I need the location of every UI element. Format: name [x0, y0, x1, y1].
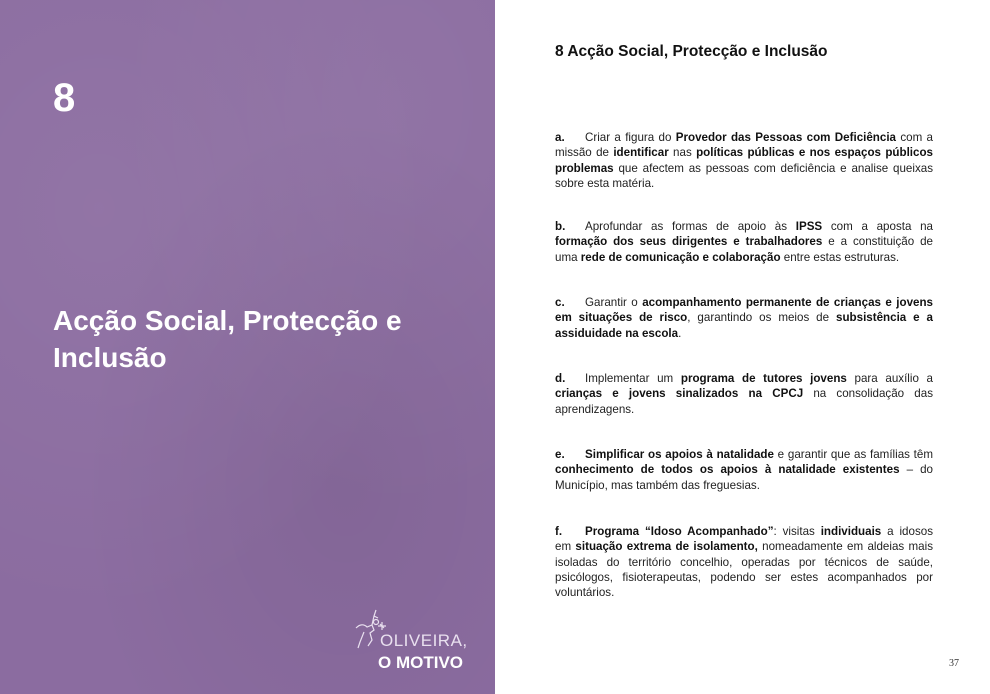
list-item-a [555, 130, 933, 191]
item-label: c. [555, 296, 565, 309]
item-text: . [678, 326, 682, 340]
item-text: nas [668, 146, 697, 160]
content-page [495, 0, 990, 694]
item-label: f. [555, 525, 563, 538]
item-text-bold: Programa “Idoso Acompanhado” [585, 525, 774, 538]
item-text-bold: formação dos seus dirigentes e trabalhadores [555, 235, 823, 249]
logo-line1: OLIVEIRA, [380, 631, 468, 650]
item-text: Garantir o [585, 296, 643, 309]
item-text-bold: Simplificar os apoios à natalidade [585, 448, 774, 461]
item-text-bold: IPSS [795, 220, 823, 233]
item-text-bold: programa de tutores jovens [680, 372, 847, 385]
item-text: com a aposta na [822, 220, 933, 233]
item-text: : visitas [773, 525, 821, 538]
item-text: para auxílio a [846, 372, 933, 385]
list-item-f [555, 524, 933, 600]
item-label: e. [555, 448, 565, 461]
item-text: com a missão de [555, 131, 934, 160]
chapter-title: Acção Social, Protecção e Inclusão [53, 305, 402, 373]
list-item-d [555, 371, 933, 417]
list-item-e [555, 447, 933, 493]
list-item-b [555, 219, 933, 265]
page-number: 37 [949, 658, 959, 669]
item-text-bold: Provedor das Pessoas com Deficiência [675, 131, 897, 144]
item-text: Aprofundar as formas de apoio às [585, 220, 796, 233]
chapter-number: 8 [53, 76, 76, 120]
item-text-bold: crianças e jovens sinalizados na CPCJ [555, 387, 804, 401]
item-label: d. [555, 372, 566, 385]
section-title: 8 Acção Social, Protecção e Inclusão [555, 43, 828, 60]
item-text: entre estas estruturas. [780, 250, 900, 264]
item-text: Criar a figura do [585, 131, 676, 144]
item-text: que afectem as pessoas com deficiência e analise queixas sobre esta matéria. [555, 161, 933, 190]
item-text-bold: identificar [613, 146, 669, 160]
list-item-c [555, 295, 933, 341]
item-text: e a constituição de uma [555, 235, 933, 264]
item-text: Implementar um [585, 372, 681, 385]
item-label: a. [555, 131, 565, 144]
item-text-bold: acompanhamento permanente de crianças e jovens em situações de risco [555, 296, 933, 325]
oliveira-logo [350, 606, 470, 676]
item-text-bold: políticas públicas e nos espaços públicos problemas [555, 146, 933, 175]
item-label: b. [555, 220, 566, 233]
item-text: – do Município, mas também das freguesias. [555, 463, 933, 492]
item-text-bold: subsistência e a assiduidade na escola [555, 311, 934, 340]
item-text-bold: conhecimento de todos os apoios à natalidade existentes [555, 463, 900, 477]
item-text: e garantir que as famílias têm [773, 448, 934, 461]
item-text: , garantindo os meios de [687, 311, 837, 325]
logo-line2: O MOTIVO [378, 653, 463, 672]
item-text: nomeadamente em aldeias mais isoladas do território concelhio, operadas por técnicos de saúde, psicólogos, fisioterapeutas, podendo ser estes acompanhados por voluntários. [555, 540, 933, 600]
item-text-bold: situação extrema de isolamento, [575, 540, 758, 554]
item-text-bold: individuais [820, 525, 882, 538]
item-text: a idosos em [555, 525, 933, 554]
item-text: na consolidação das aprendizagens. [555, 387, 933, 416]
item-text-bold: rede de comunicação e colaboração [580, 250, 781, 264]
